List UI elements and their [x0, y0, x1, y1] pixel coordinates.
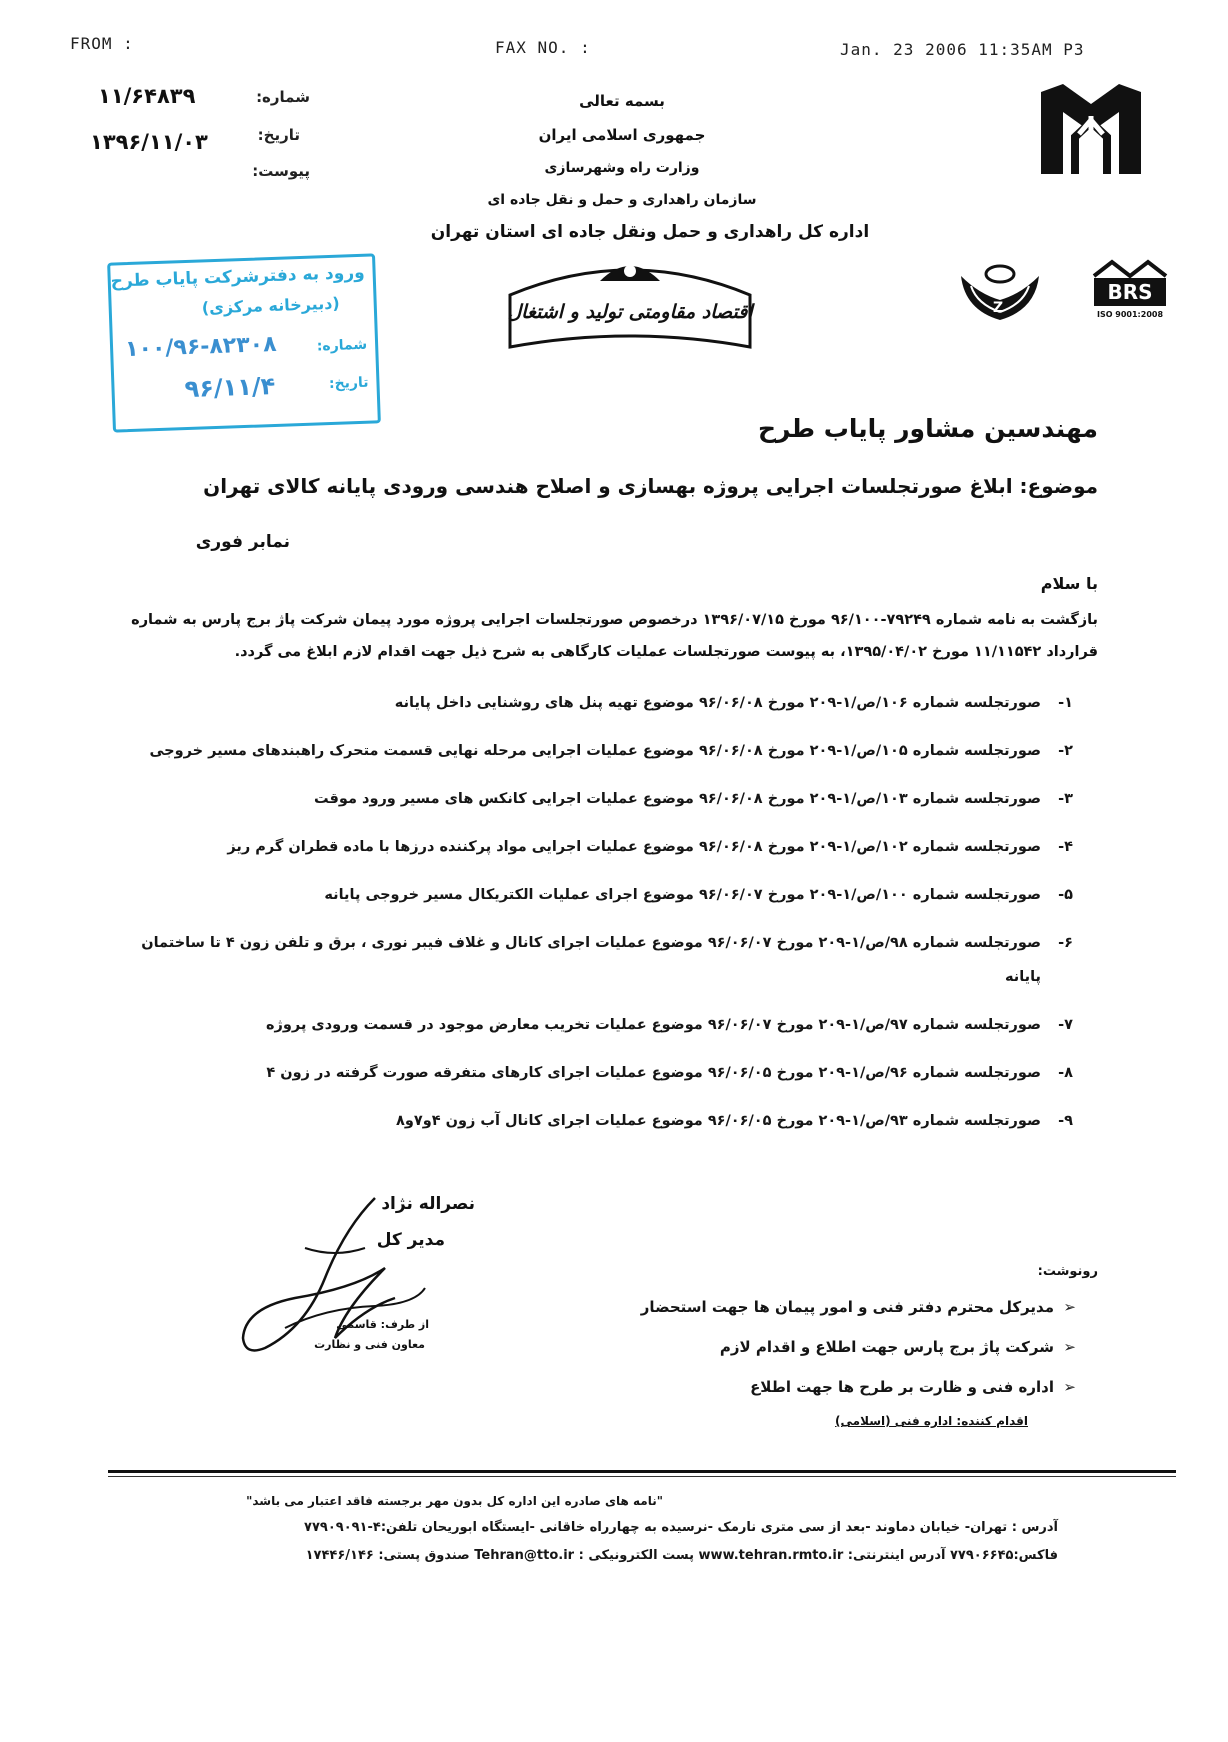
copy-text: مدیرکل محترم دفتر فنی و امور پیمان ها جهت استحضار — [640, 1298, 1054, 1316]
iso-text: ISO 9001:2008 — [1096, 310, 1164, 319]
stamp-number-label: شماره: — [316, 336, 368, 355]
body-line1: بازگشت به نامه شماره ۷۹۲۴۹-۹۶/۱۰۰ مورخ ۱۳۹۶/۰۷/۱۵ درخصوص صورتجلسات اجرایی پروژه مورد پیمان شرکت پاژ برج پارس به شماره — [131, 612, 1098, 628]
attachment-label: پیوست: — [252, 162, 310, 180]
footer-contact: فاکس:۷۷۹۰۶۶۴۵ آدرس اینترنتی: www.tehran.rmto.ir پست الکترونیکی : Tehran@tto.ir صندوق پستی: ۱۷۴۴۶/۱۴۶ — [305, 1548, 1058, 1563]
item-number: ۶- — [1058, 935, 1073, 951]
list-item — [396, 1112, 1073, 1132]
list-item-continuation: پایانه — [1004, 969, 1041, 985]
recipient: مهندسین مشاور پایاب طرح — [757, 414, 1098, 443]
svg-text:Z: Z — [993, 300, 1004, 316]
item-number: ۱- — [1058, 695, 1073, 711]
greeting: با سلام — [1040, 574, 1098, 593]
item-text: صورتجلسه شماره ۹۷/ص/۱-۲۰۹ مورخ ۹۶/۰۶/۰۷ موضوع عملیات تخریب معارض موجود در قسمت ورودی پروژه — [266, 1017, 1041, 1033]
list-item — [266, 1016, 1073, 1036]
signer-deputy: معاون فنی و نظارت — [314, 1338, 425, 1351]
item-number: ۳- — [1058, 791, 1073, 807]
copy-item — [750, 1378, 1076, 1396]
arrow-icon: ➢ — [1063, 1298, 1076, 1316]
item-text: صورتجلسه شماره ۱۰۵/ص/۱-۲۰۹ مورخ ۹۶/۰۶/۰۸ موضوع عملیات اجرایی مرحله نهایی قسمت متحرک راهبندهای مسیر خروجی — [149, 743, 1041, 759]
item-number: ۴- — [1058, 839, 1073, 855]
stamp-number-value: ۱۰۰/۹۶-۸۲۳۰۸ — [124, 331, 277, 363]
copy-item — [720, 1338, 1076, 1356]
signature-block — [225, 1188, 495, 1378]
item-text: صورتجلسه شماره ۱۰۲/ص/۱-۲۰۹ مورخ ۹۶/۰۶/۰۸ موضوع عملیات اجرایی مواد پرکننده درزها با ماده قطران گرم ریز — [227, 839, 1041, 855]
item-text: صورتجلسه شماره ۹۶/ص/۱-۲۰۹ مورخ ۹۶/۰۶/۰۵ موضوع عملیات اجرای کارهای متفرقه صورت گرفته در زون ۴ — [266, 1065, 1041, 1081]
signer-on-behalf: از طرف: قاسمی — [336, 1318, 429, 1331]
list-item — [314, 790, 1073, 810]
item-text: صورتجلسه شماره ۱۰۶/ص/۱-۲۰۹ مورخ ۹۶/۰۶/۰۸ موضوع تهیه پنل های روشنایی داخل پایانه — [394, 695, 1041, 711]
ministry-logo — [1035, 82, 1147, 182]
item-number: ۲- — [1058, 743, 1073, 759]
item-text: صورتجلسه شماره ۱۰۰/ص/۱-۲۰۹ مورخ ۹۶/۰۶/۰۷ موضوع اجرای عملیات الکتریکال مسیر خروجی پایانه — [324, 887, 1041, 903]
date-label: تاریخ: — [257, 126, 300, 144]
item-number: ۹- — [1058, 1113, 1073, 1129]
entry-stamp — [107, 253, 381, 432]
fax-from: FROM : — [70, 34, 134, 53]
action-by: اقدام کننده: اداره فنی (اسلامی) — [835, 1414, 1028, 1428]
copy-text: اداره فنی و ظارت بر طرح ها جهت اطلاع — [750, 1378, 1054, 1396]
slogan-banner — [500, 255, 760, 355]
list-item — [149, 742, 1073, 762]
arrow-icon: ➢ — [1063, 1378, 1076, 1396]
ministry-name: وزارت راه وشهرسازی — [544, 160, 700, 176]
stamp-line2: (دبیرخانه مرکزی) — [201, 293, 340, 318]
footer-divider-thin — [108, 1476, 1176, 1477]
organization-name: سازمان راهداری و حمل و نقل جاده ای — [487, 192, 757, 208]
republic-name: جمهوری اسلامی ایران — [538, 126, 706, 144]
copy-item — [641, 1298, 1076, 1316]
signer-name: نصراله نژاد — [381, 1194, 475, 1214]
number-value: ۱۱/۶۴۸۳۹ — [98, 84, 196, 108]
footer-divider — [108, 1470, 1176, 1473]
slogan-text: اقتصاد مقاومتی تولید و اشتغال — [507, 301, 753, 323]
signer-title: مدیر کل — [376, 1230, 445, 1250]
stamp-line1: ورود به دفترشرکت پایاب طرح — [110, 262, 365, 292]
item-number: ۸- — [1058, 1065, 1073, 1081]
brs-text: BRS — [1107, 280, 1153, 304]
footer-address: آدرس : تهران- خیابان دماوند -بعد از سی متری نارمک -نرسیده به چهارراه خاقانی -ایستگاه ابوریحان تلفن:۴-۷۷۹۰۹۰۹۱ — [304, 1520, 1058, 1535]
arrow-icon: ➢ — [1063, 1338, 1076, 1356]
urgency-note: نمابر فوری — [195, 532, 290, 552]
item-text: صورتجلسه شماره ۹۸/ص/۱-۲۰۹ مورخ ۹۶/۰۶/۰۷ موضوع عملیات اجرای کانال و غلاف فیبر نوری ، برق و تلفن زون ۴ تا ساختمان — [141, 935, 1041, 951]
copies-label: رونوشت: — [1037, 1264, 1098, 1279]
list-item — [395, 694, 1073, 714]
list-item — [227, 838, 1073, 858]
emblem-logo — [955, 260, 1045, 330]
number-label: شماره: — [256, 88, 310, 106]
stamp-date-value: ۹۶/۱۱/۴ — [184, 371, 276, 404]
copy-text: شرکت پاژ برج پارس جهت اطلاع و اقدام لازم — [719, 1338, 1054, 1356]
iso-logo — [1090, 258, 1170, 334]
list-item — [324, 886, 1073, 906]
subject: موضوع: ابلاغ صورتجلسات اجرایی پروژه بهسازی و اصلاح هندسی ورودی پایانه کالای تهران — [203, 474, 1098, 498]
item-text: صورتجلسه شماره ۹۳/ص/۱-۲۰۹ مورخ ۹۶/۰۶/۰۵ موضوع عملیات اجرای کانال آب زون ۴و۷و۸ — [395, 1113, 1041, 1129]
fax-number: FAX NO. : — [495, 38, 591, 57]
list-item — [266, 1064, 1073, 1084]
item-number: ۷- — [1058, 1017, 1073, 1033]
date-value: ۱۳۹۶/۱۱/۰۳ — [90, 130, 208, 154]
bismillah: بسمه تعالی — [579, 92, 665, 110]
item-number: ۵- — [1058, 887, 1073, 903]
fax-datetime: Jan. 23 2006 11:35AM P3 — [840, 40, 1085, 59]
department-name: اداره کل راهداری و حمل ونقل جاده ای استان تهران — [430, 222, 870, 242]
item-text: صورتجلسه شماره ۱۰۳/ص/۱-۲۰۹ مورخ ۹۶/۰۶/۰۸ موضوع عملیات اجرایی کانکس های مسیر ورود موقت — [314, 791, 1041, 807]
list-item — [141, 934, 1073, 954]
footer-notice: "نامه های صادره این اداره کل بدون مهر برجسته فاقد اعتبار می باشد" — [246, 1494, 663, 1508]
stamp-date-label: تاریخ: — [328, 374, 369, 393]
body-line2: قرارداد ۱۱/۱۱۵۴۲ مورخ ۱۳۹۵/۰۴/۰۲، به پیوست صورتجلسات عملیات کارگاهی به شرح ذیل جهت اقدام لازم ابلاغ می گردد. — [234, 644, 1098, 660]
